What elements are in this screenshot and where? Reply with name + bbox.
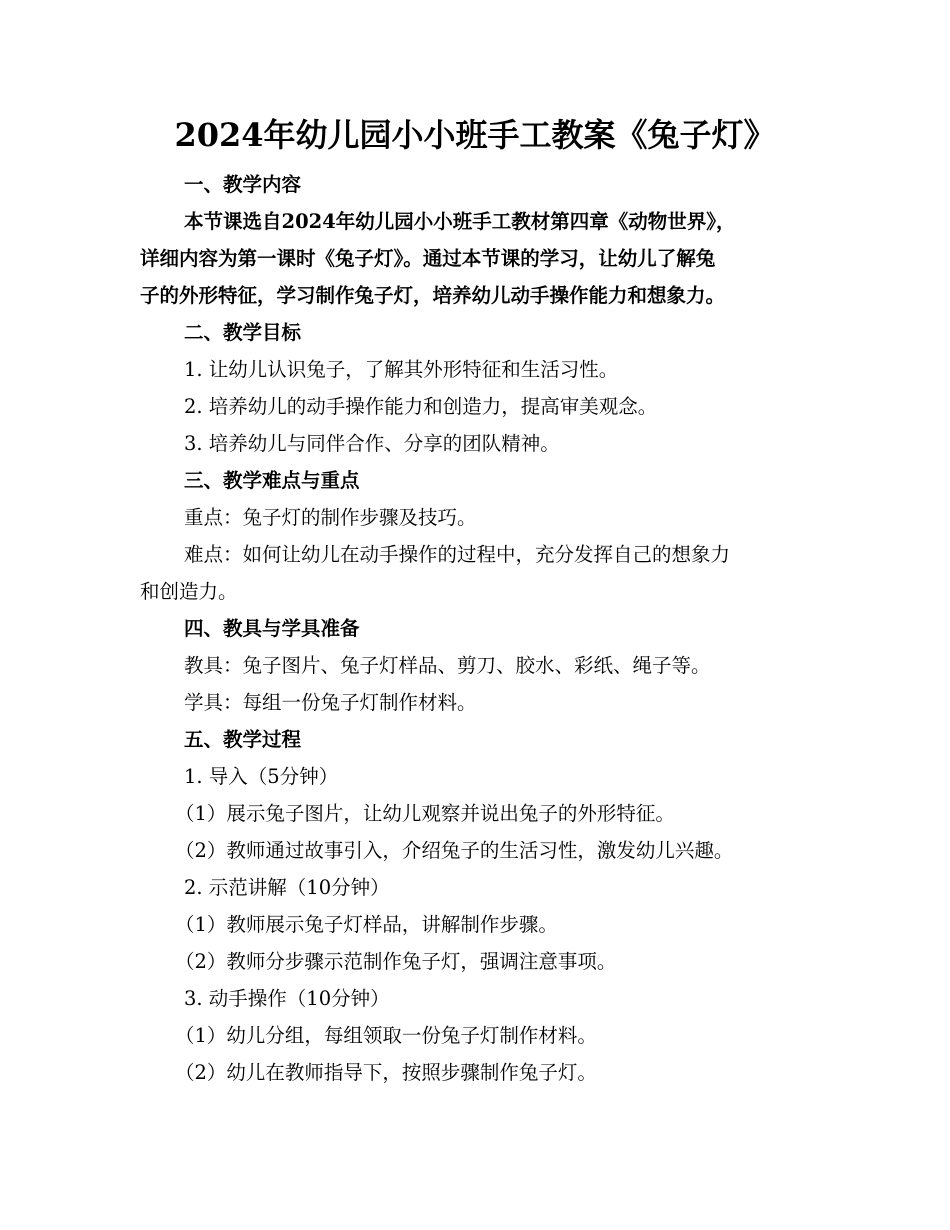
paragraph-line: 详细内容为第一课时《兔子灯》。通过本节课的学习，让幼儿了解兔 [140, 247, 716, 270]
process-step-title: 1. 导入（5分钟） [184, 765, 339, 788]
section-heading-materials: 四、教具与学具准备 [184, 617, 360, 640]
difficult-point-line: 和创造力。 [140, 580, 238, 603]
key-point: 重点：兔子灯的制作步骤及技巧。 [184, 506, 477, 529]
process-sub-item: （1）展示兔子图片，让幼儿观察并说出兔子的外形特征。 [175, 802, 675, 825]
process-sub-item: （2）教师分步骤示范制作兔子灯，强调注意事项。 [175, 950, 617, 973]
section-heading-key-points: 三、教学难点与重点 [184, 469, 360, 492]
section-heading-goals: 二、教学目标 [184, 321, 302, 344]
document-title: 2024年幼儿园小小班手工教案《兔子灯》 [174, 116, 776, 154]
paragraph-line: 本节课选自2024年幼儿园小小班手工教材第四章《动物世界》， [184, 210, 736, 233]
goal-item: 2. 培养幼儿的动手操作能力和创造力，提高审美观念。 [184, 395, 658, 418]
process-step-title: 3. 动手操作（10分钟） [184, 987, 390, 1010]
process-sub-item: （1）幼儿分组，每组领取一份兔子灯制作材料。 [175, 1024, 597, 1047]
process-sub-item: （1）教师展示兔子灯样品，讲解制作步骤。 [175, 913, 558, 936]
teacher-materials: 教具：兔子图片、兔子灯样品、剪刀、胶水、彩纸、绳子等。 [184, 654, 711, 677]
section-heading-process: 五、教学过程 [184, 728, 302, 751]
process-sub-item: （2）幼儿在教师指导下，按照步骤制作兔子灯。 [175, 1061, 597, 1084]
goal-item: 3. 培养幼儿与同伴合作、分享的团队精神。 [184, 432, 560, 455]
section-heading-content: 一、教学内容 [184, 173, 302, 196]
paragraph-line: 子的外形特征，学习制作兔子灯，培养幼儿动手操作能力和想象力。 [140, 284, 726, 307]
difficult-point-line: 难点：如何让幼儿在动手操作的过程中，充分发挥自己的想象力 [184, 543, 731, 566]
process-step-title: 2. 示范讲解（10分钟） [184, 876, 390, 899]
process-sub-item: （2）教师通过故事引入，介绍兔子的生活习性，激发幼儿兴趣。 [175, 839, 734, 862]
student-materials: 学具：每组一份兔子灯制作材料。 [184, 691, 477, 714]
goal-item: 1. 让幼儿认识兔子，了解其外形特征和生活习性。 [184, 358, 619, 381]
